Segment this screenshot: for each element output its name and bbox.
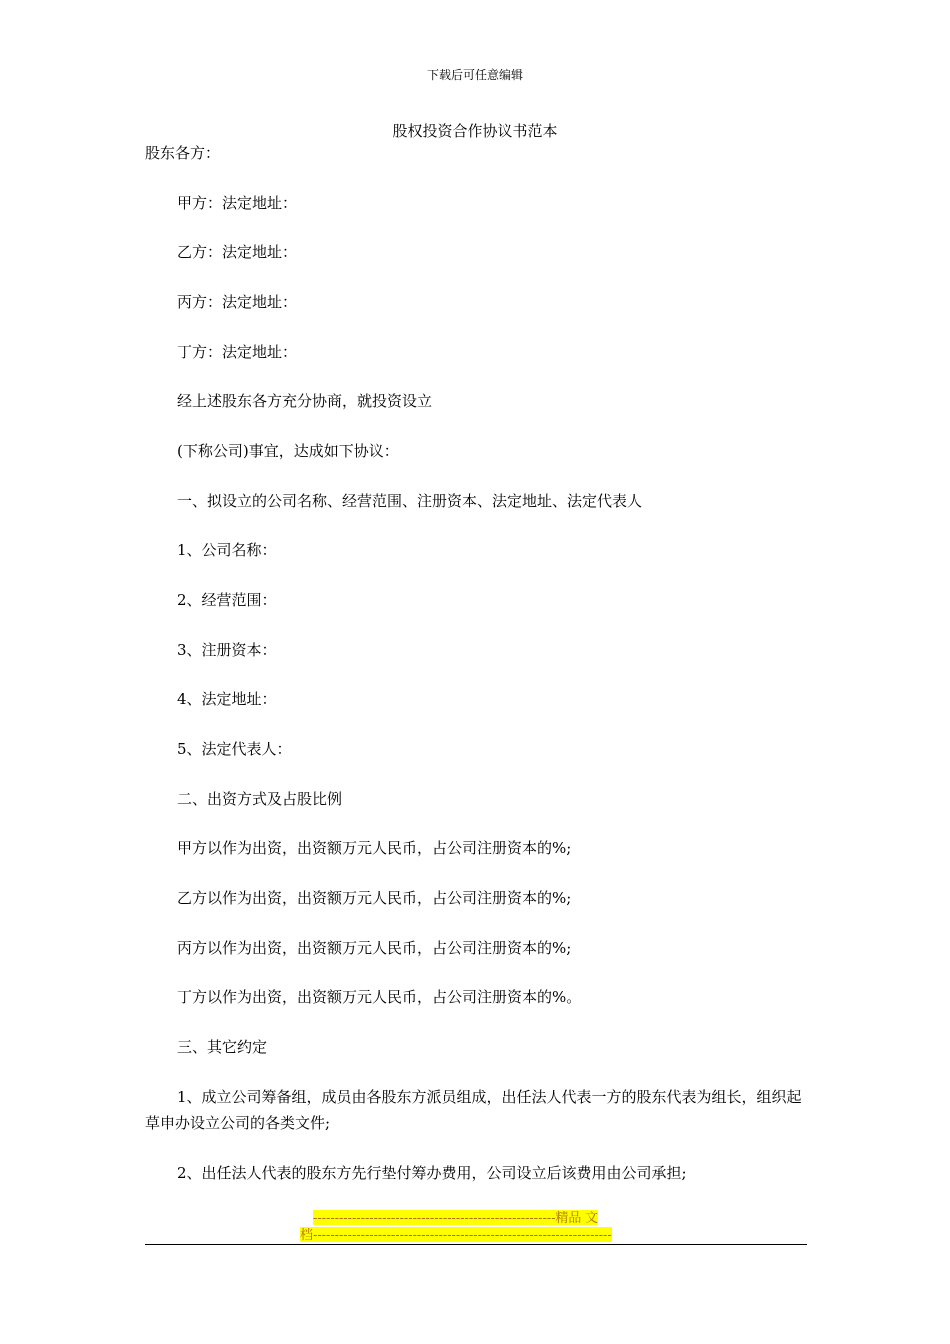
contribution-party-d: 丁方以作为出资，出资额万元人民币，占公司注册资本的%。 <box>177 988 582 1006</box>
party-b: 乙方：法定地址： <box>177 243 298 261</box>
registered-capital-item: 3、注册资本： <box>177 641 277 659</box>
business-scope-item: 2、经营范围： <box>177 591 277 609</box>
party-a: 甲方：法定地址： <box>177 194 298 212</box>
party-d: 丁方：法定地址： <box>177 343 298 361</box>
legal-address-item: 4、法定地址： <box>177 690 277 708</box>
shareholders-heading: 股东各方： <box>145 144 221 162</box>
section-3-heading: 三、其它约定 <box>177 1038 268 1056</box>
section-1-heading: 一、拟设立的公司名称、经营范围、注册资本、法定地址、法定代表人 <box>177 492 643 510</box>
agreement-item-2: 2、出任法人代表的股东方先行垫付筹办费用，公司设立后该费用由公司承担; <box>177 1164 687 1182</box>
footer-watermark <box>300 1209 650 1243</box>
section-2-heading: 二、出资方式及占股比例 <box>177 790 343 808</box>
intro-line-1: 经上述股东各方充分协商，就投资设立 <box>177 392 433 410</box>
party-c: 丙方：法定地址： <box>177 293 298 311</box>
document-title: 股权投资合作协议书范本 <box>392 122 558 140</box>
contribution-party-c: 丙方以作为出资，出资额万元人民币，占公司注册资本的%; <box>177 939 572 957</box>
intro-line-2: (下称公司)事宜，达成如下协议： <box>177 442 399 460</box>
agreement-item-1: 1、成立公司筹备组，成员由各股东方派员组成，出任法人代表一方的股东代表为组长，组织起草申办设立公司的各类文件; <box>145 1088 802 1132</box>
contribution-party-a: 甲方以作为出资，出资额万元人民币，占公司注册资本的%; <box>177 839 572 857</box>
footer-line-1: --------------------------------------------------------精品 文 <box>313 1210 599 1225</box>
header-note: 下载后可任意编辑 <box>426 68 523 82</box>
company-name-item: 1、公司名称： <box>177 541 277 559</box>
contribution-party-b: 乙方以作为出资，出资额万元人民币，占公司注册资本的%; <box>177 889 572 907</box>
legal-representative-item: 5、法定代表人： <box>177 740 292 758</box>
footer-line-2: 档--------------------------------------------------------------------- <box>300 1227 612 1242</box>
footer-divider <box>145 1244 807 1245</box>
